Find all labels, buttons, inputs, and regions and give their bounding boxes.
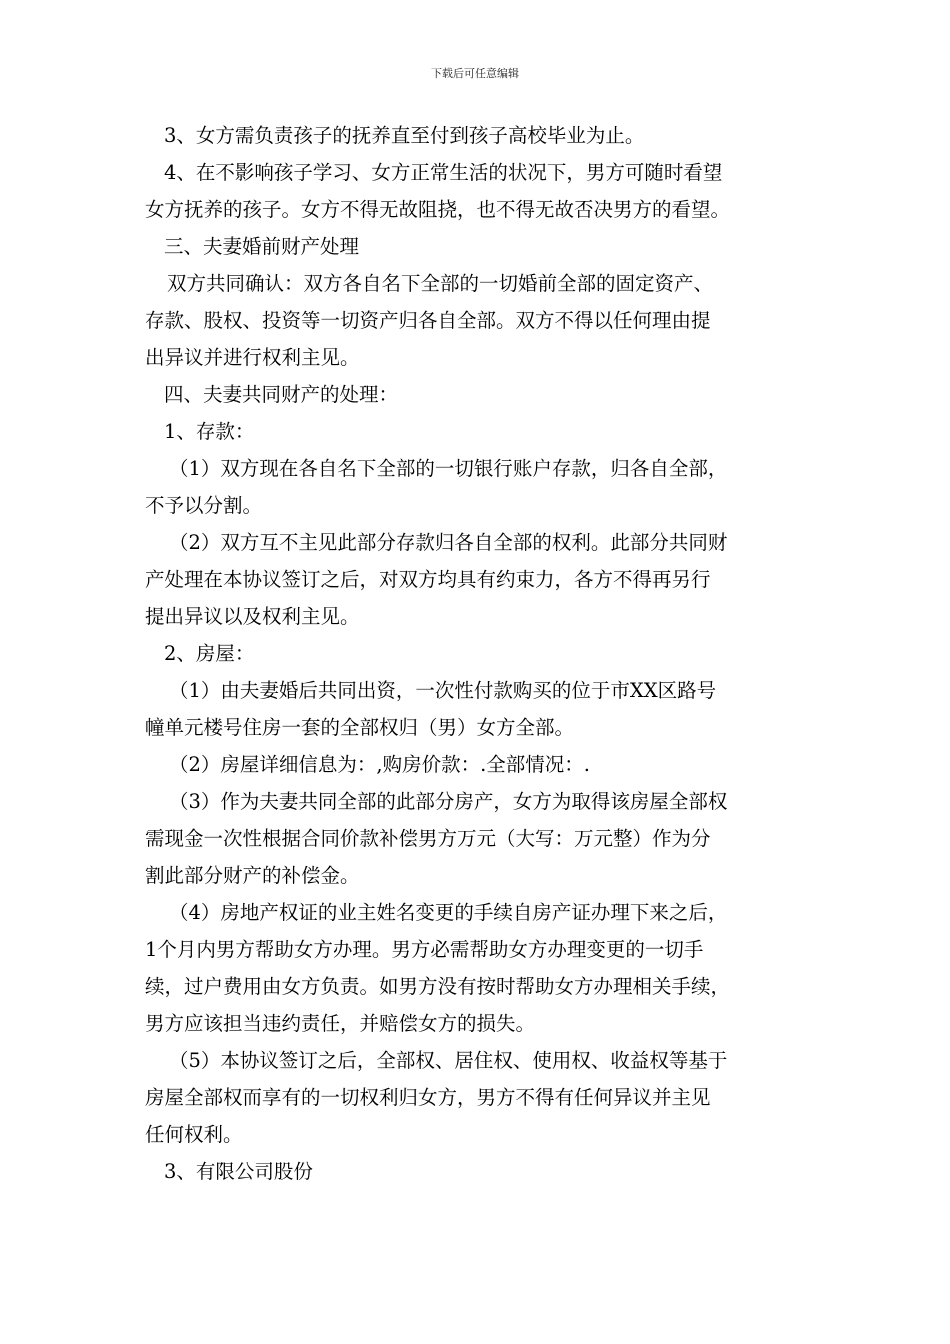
paragraph-line: 需现金一次性根据合同价款补偿男方万元（大写：万元整）作为分 [145,827,711,850]
section-heading: 三、夫妻婚前财产处理 [164,235,360,258]
paragraph-line: 续，过户费用由女方负责。如男方没有按时帮助女方办理相关手续， [145,975,731,998]
section-heading: 四、夫妻共同财产的处理： [164,383,399,406]
page-header: 下载后可任意编辑 [431,67,519,80]
document-body [145,117,808,1190]
paragraph-line: （3）作为夫妻共同全部的此部分房产，女方为取得该房屋全部权 [169,790,728,813]
paragraph-line: （5）本协议签订之后，全部权、居住权、使用权、收益权等基于 [169,1049,728,1072]
paragraph-line: 3、女方需负责孩子的抚养直至付到孩子高校毕业为止。 [164,124,645,147]
paragraph-line: （1）由夫妻婚后共同出资，一次性付款购买的位于市XX区路号 [169,679,717,702]
paragraph-line: （4）房地产权证的业主姓名变更的手续自房产证办理下来之后， [169,901,728,924]
paragraph-line: 产处理在本协议签订之后，对双方均具有约束力，各方不得再另行 [145,568,711,591]
paragraph-line: 出异议并进行权利主见。 [145,346,360,369]
paragraph-line: 女方抚养的孩子。女方不得无故阻挠，也不得无故否决男方的看望。 [145,198,731,221]
paragraph-line: 不予以分割。 [145,494,263,517]
paragraph-line: （2）房屋详细信息为：,购房价款：.全部情况：. [169,753,591,776]
paragraph-line: 存款、股权、投资等一切资产归各自全部。双方不得以任何理由提 [145,309,711,332]
paragraph-line: 割此部分财产的补偿金。 [145,864,360,887]
paragraph-line: 双方共同确认：双方各自名下全部的一切婚前全部的固定资产、 [167,272,714,295]
paragraph-line: 男方应该担当违约责任，并赔偿女方的损失。 [145,1012,536,1035]
paragraph-line: （1）双方现在各自名下全部的一切银行账户存款，归各自全部， [169,457,728,480]
paragraph-line: 幢单元楼号住房一套的全部权归（男）女方全部。 [145,716,575,739]
subsection-heading: 1、存款： [164,420,255,443]
paragraph-line: （2）双方互不主见此部分存款归各自全部的权利。此部分共同财 [169,531,728,554]
subsection-heading: 3、有限公司股份 [164,1160,313,1183]
paragraph-line: 房屋全部权而享有的一切权利归女方，男方不得有任何异议并主见 [145,1086,711,1109]
subsection-heading: 2、房屋： [164,642,255,665]
paragraph-line: 4、在不影响孩子学习、女方正常生活的状况下，男方可随时看望 [164,161,723,184]
paragraph-line: 任何权利。 [145,1123,243,1146]
paragraph-line: 1个月内男方帮助女方办理。男方必需帮助女方办理变更的一切手 [145,938,704,961]
paragraph-line: 提出异议以及权利主见。 [145,605,360,628]
